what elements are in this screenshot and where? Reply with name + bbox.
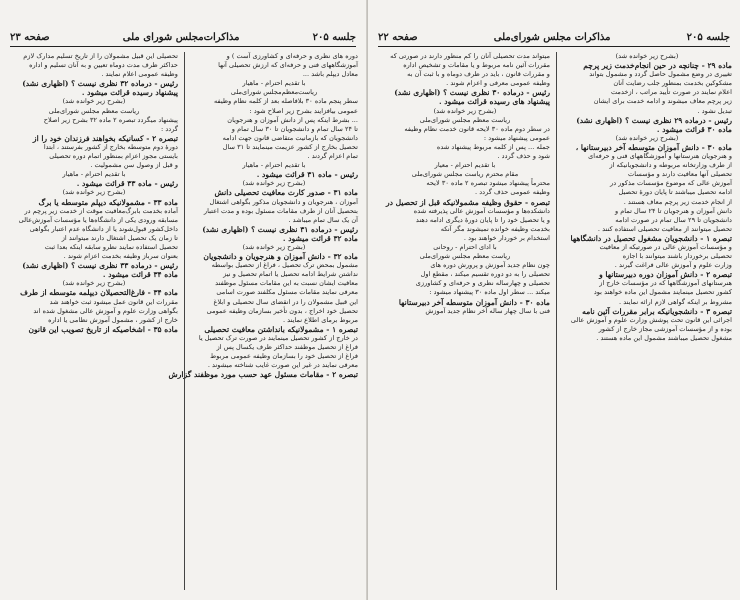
text-line: عمومی پیشنهاد میشود : — [483, 133, 550, 142]
text-line: و مؤسسات آموزش عالی در صورتیکه از معافیت — [599, 242, 732, 251]
text-line: تحصیل میتوانند از معافیت تحصیلی استفاده کنند . — [597, 224, 732, 233]
text-line: فنی با سال چهار ساله آخر نظام جدید آموزش — [425, 306, 550, 315]
text-line: بعنوان سرباز وظیفه بخدمت اعزام شوند . — [63, 252, 178, 261]
article-heading: ماده ۳۳ - مشمولانیکه دیپلم متوسطه یا برگ — [38, 197, 178, 207]
article-heading: رئیس - درماده ۳۱ نظری نیست ؟ (اظهاری نشد) — [202, 224, 358, 234]
page-header — [10, 30, 356, 44]
article-heading: رئیس - درماده ۳۲ نظری نیست ؟ (اظهاری نشد) — [22, 79, 178, 89]
text-line: مسابقه ورودی یکی از دانشگاه‌ها یا مؤسسات آموزش‌عالی — [18, 215, 178, 224]
header-title: مذاکرات مجلس شورای‌ملی — [493, 31, 611, 43]
article-heading: ماده ۳۱ - صدور کارت معافیت تحصیلی دانش — [214, 188, 358, 198]
text-line: تحصیل بخارج از کشور عزیمت مینمایند تا ۳۱ سال — [222, 142, 358, 151]
text-line: ادامه تحصیل میباشند تا پایان دورۀ تحصیل — [618, 188, 732, 197]
text-line: آموزان ، هنرجویان و دانشجویان مذکور بگواهی اشتغال — [209, 197, 358, 206]
text-line: (بشرح زیر خوانده شد) — [242, 242, 306, 251]
page-22 — [368, 0, 740, 600]
text-line: استخدام بر خوردار خواهند بود . — [463, 233, 550, 242]
text-line: میکند ... سطر اول ماده ۳۰ پیشنهاد میشود : — [429, 288, 550, 297]
text-line: تحصیل استفاده نمایند نظرو سابقه اینکه بعدا ثبت — [44, 242, 178, 251]
text-line: هنرستانهای آموزشگاهها که در مؤسسات خارج از — [599, 279, 732, 288]
article-heading: تبصره ۲ - کسانیکه بخواهند فرزندان خود را از — [32, 133, 178, 143]
text-line: چون نظام جدید آموزش و پرورش دوره های — [430, 261, 550, 270]
text-line: بوده و از مؤسسات آموزشی مجاز خارج از کشور — [598, 324, 732, 333]
text-line: داخل‌کشور قبول‌شوند یا از دانشگاه عدم اعتبار بگواهی — [29, 224, 178, 233]
text-line: میتواند مدت تحصیلی آنان را کم منظور دارند در صورتی که — [390, 52, 550, 60]
text-line: سطر پنجم ماده ۳۰ بلافاصله بعد از کلمه نظام وظیفه — [214, 97, 358, 106]
text-line: و یا تحصیل خود را تا پایان دورۀ دیگری ادامه دهند — [415, 215, 550, 224]
text-line: و هنرجویان هنرستانها و آموزشگاههای فنی و حرفه‌ای — [588, 152, 732, 161]
article-heading: ماده ۳۲ قرائت میشود . — [282, 233, 358, 243]
page-23 — [0, 0, 367, 600]
text-line: اعلام نمایند در صورت تأیید مراتب ، ازخدمت — [610, 88, 732, 97]
text-line: معرفی نمایند مقامات مسئول مکلفند صورت اسامی — [216, 288, 358, 297]
text-line: بایستی مجوز اعزام بمنظور اتمام دوره تحصیلی — [49, 152, 178, 161]
article-heading: رئیس - درماده ۳۳ نظری نیست ؟ (اظهاری نشد) — [22, 261, 178, 271]
text-line: دانشجویان که بازمانیت متقاضی قانون جهت ادامه — [222, 133, 358, 142]
article-heading: تبصره ۲ - دانش آموزان دوره دبیرستانها و — [599, 270, 732, 280]
text-line: در خارج از کشور تحصیل مینمایند در صورت ترک تحصیل یا — [198, 333, 358, 342]
text-line: دانش آموزان و هنرجویان تا ۲۴ سال تمام و — [614, 206, 732, 215]
article-heading: ماده ۳۴ - فارغ‌التحصیلان دیپلمه متوسطه از طرف — [20, 288, 178, 298]
text-line: (بشرح زیر خوانده شد) — [615, 133, 679, 142]
article-heading: ماده ۲۹ - چنانچه در حین انجام‌خدمت زیر پرچم — [583, 61, 732, 71]
text-line: تحصیلی و چهارساله نظری و حرفه‌ای و کشاورزی — [415, 279, 550, 288]
text-line: تا ۲۴ سال تمام و دانشجویان تا ۳۰ سال تمام و — [231, 124, 358, 133]
article-heading: پیشنهاد رسیده قرائت میشود . — [81, 88, 178, 98]
text-line: مقام محترم ریاست مجلس شورای‌ملی — [411, 170, 519, 179]
text-line: دانشجویان تا ۲۹ سال تمام در صورت ادامه — [615, 215, 732, 224]
text-line: بگواهی وزارت علوم و آموزش عالی مشغول شده اند — [33, 306, 178, 315]
text-line: کشور تحصیل مینمایند مشمول این ماده خواهند بود — [593, 288, 732, 297]
column-left — [380, 52, 550, 592]
article-heading: تبصره ۲ - مقامات مسئول عهد حسب مورد موظفند گزارش — [168, 370, 358, 380]
session-label: جلسه ۲۰۵ — [312, 31, 356, 43]
text-line: و مقررات قانون ، باید در ظرف دوماه و با ثبت آن به — [407, 70, 550, 79]
text-line: مشمول بمحض ترک تحصیل ، فراغ از تحصیل بواسطه — [211, 261, 358, 270]
text-line: نداشتن شرایط ادامه تحصیل یا اتمام تحصیل و نیز — [223, 270, 358, 279]
text-line: با تقدیم احترام - ماهیار — [242, 161, 306, 170]
text-line: (بشرح زیر خوانده شد) — [62, 97, 126, 106]
text-line: با تقدیم احترام - ماهیار — [62, 170, 126, 179]
text-line: وزارت علوم و آموزش عالی فراغت گیرند . — [614, 261, 732, 270]
article-heading: ماده ۳۲ - دانش آموزان و هنرجویان و دانشجویان — [203, 252, 358, 262]
header-rule — [378, 46, 730, 47]
text-line: دوره های نظری و حرفه‌ای و کشاورزی آست ) و — [226, 52, 358, 60]
text-line: دانشکده‌ها و مؤسسات آموزش عالی پذیرفته شده — [413, 206, 550, 215]
text-line: در سطر دوم ماده ۳۰ لایحه قانون خدمت نظام وظیفه — [404, 124, 550, 133]
column-divider — [556, 52, 557, 590]
text-line: پیشنهاد میگردد تبصره ۲ ماده ۳۲ بشرح زیر اصلاح — [43, 115, 178, 124]
text-line: ... بشرط اینکه پس از دانش آموزان و هنرجویان — [227, 115, 358, 124]
column-right — [562, 52, 732, 592]
text-line: از انجام خدمت زیر پرچم معاف هستند . — [623, 197, 732, 206]
text-line: بخدمت وظیفه خوانده نمیشوند مگر آنکه — [440, 224, 550, 233]
text-line: آماده بخدمت بابرگ‌معافیت موقت از خدمت زیر پرچم در — [24, 206, 178, 215]
text-line: تغییری در وضع مشمول حاصل گردد و مشمول بتواند — [589, 70, 732, 79]
text-line: آموزش عالی که موضوع مؤسسات مذکور در — [610, 179, 732, 188]
text-line: آموزشگاههای فنی و حرفه‌ای که ارزش تحصیلی آنها — [218, 61, 358, 70]
text-line: مقررات آئین نامه مربوط و یا مقامات و تشخیص اداره — [403, 61, 550, 70]
text-line: اجرائی این قانون تحت پوشش وزارت علوم و آموزش عالی — [570, 315, 732, 324]
text-line: مشکوکین بخدمت بمنظور جلب رضایت آنان — [613, 79, 732, 88]
article-heading: رئیس - درماده ۳۰ نظری نیست ؟ (اظهاری نشد) — [394, 88, 550, 98]
text-line: تحصیلی برخوردار باشند میتوانند با اجازه — [622, 252, 732, 261]
page-number: صفحه ۲۲ — [378, 31, 418, 43]
text-line: مشغول تحصیل میباشند مشمول این ماده هستند . — [596, 333, 732, 342]
text-line: مربوط برمای اطلاع نمایند . — [282, 315, 358, 324]
article-heading: رئیس - درماده ۲۹ نظری نیست ؟ (اظهاری نشد) — [576, 115, 732, 125]
text-line: فراغ از تحصیل موظفند حداکثر ظرف یکسال پس از — [216, 343, 358, 351]
text-line: (بشرح زیر خوانده شد) — [615, 52, 679, 60]
article-heading: رئیس - ماده ۳۱ قرائت میشود . — [256, 170, 358, 180]
text-line: مقررات این قانون عمل میشود ثبت خواهند شد — [49, 297, 178, 306]
text-line: با تقدیم احترام - ماهیار — [242, 79, 306, 88]
text-line: تحصیلی آنها معافیت دارند و مؤسسات — [627, 170, 732, 179]
text-line: شود و حذف گردد . — [497, 152, 550, 161]
article-heading: ماده ۳۴ قرائت میشود . — [102, 270, 178, 280]
text-line: (بشرح زیر خوانده شد) — [433, 106, 497, 115]
text-line: تبدیل نشود . — [697, 106, 732, 115]
article-heading: تبصره ۳ - دانشجویانیکه برابر مقررات آئین نامه — [582, 306, 732, 316]
text-line: وظیفه عمومی اعلام نمایند . — [101, 70, 178, 79]
text-line: جمله ... پس از کلمه مربوط پیشنهاد شده — [436, 142, 550, 151]
article-heading: تبصره - حقوق وظیفه مشمولانیکه قبل از تحصیل در — [385, 197, 550, 207]
text-line: ریاست‌معظم‌مجلس شورای‌ملی — [230, 88, 318, 97]
text-line: تحصیل خود اخراج ، بدون تأخیر بسازمان وظیفه عمومی — [206, 306, 358, 315]
header-title: مذاکرات‌مجلس شورای ملی — [122, 31, 240, 43]
article-heading: تبصره ۱ - مشمولانیکه بانداشتن معافیت تحصیلی — [204, 324, 358, 334]
text-line: این قبیل مشمولان را در انقضای سال تحصیلی و ابلاغ — [213, 297, 358, 306]
text-line: وظیفه عمومی حذف گردد . — [475, 188, 550, 197]
page-number: صفحه ۲۳ — [10, 31, 50, 43]
article-heading: رئیس - ماده ۳۳ قرائت میشود . — [76, 179, 178, 189]
text-line: تحصیلی را به دو دوره تقسیم میکند ، مقطع اول — [420, 270, 550, 279]
text-line: (بشرح زیر خوانده شد) — [62, 279, 126, 288]
text-line: (بشرح زیر خوانده شد) — [242, 179, 306, 188]
text-line: دورۀ دوم متوسطه‌ بخارج‌ از کشور بفرستند ، ابتدا — [43, 142, 178, 151]
text-line: خارج‌ از کشور ، مشمول آموزش نظامی یا اداره — [48, 315, 178, 324]
text-line: معادل دیپلم باشد ... — [302, 70, 358, 79]
text-line: (بشرح زیر خوانده شد) — [62, 188, 126, 197]
article-heading: تبصره ۱ - دانشجویان مشغول تحصیل در دانشگاهها — [570, 233, 732, 243]
text-line: ریاست معظم مجلس شورای‌ملی — [419, 252, 511, 261]
text-line: معافیت ایشان نسبت به این مقامات مسئول موظفند — [215, 279, 358, 288]
text-line: مشروط بر اینکه گواهی لازم ارائه نمایند . — [619, 297, 732, 306]
article-heading: پیشنهاد های رسیده قرائت میشود . — [438, 97, 550, 107]
text-line: تا زمان یک تحصیل اشتغال دارند میتوانند از — [61, 233, 178, 242]
page-header — [378, 30, 730, 44]
text-line: و قبل از وصول سن مشمولیت . — [90, 161, 178, 170]
article-heading: ماده ۳۰ - دانش آموزان متوسطه آخر دبیرستانها ، — [575, 142, 732, 152]
article-heading: ماده ۳۰ - دانش آموزان متوسطه آخر دبیرستانها — [398, 297, 550, 307]
article-heading: ماده ۳۰ قرائت میشود . — [656, 124, 732, 134]
text-line: ریاست معظم مجلس شورای‌ملی — [48, 106, 140, 115]
article-heading: ماده ۳۵ - اشخاصیکه از تاریخ تصویب این قانون — [28, 324, 178, 334]
column-divider — [184, 52, 185, 590]
text-line: عمومی بیافزایند بشرح زیر اصلاح شود : — [249, 106, 358, 115]
session-label: جلسه ۲۰۵ — [686, 31, 730, 43]
text-line: گردد : — [161, 124, 178, 133]
text-line: تحصیلی این قبیل مشمولان را از تاریخ تسلیم مدارک لازم — [23, 52, 178, 60]
text-line: محترماً پیشنهاد میشود تبصره ۲ ماده ۳۰ لایحه — [426, 179, 550, 188]
text-line: ریاست معظم مجلس شورای‌ملی — [419, 115, 511, 124]
text-line: فراغ از تحصیل خود را بسازمان وظیفه عمومی مربوط — [210, 352, 358, 361]
text-line: زیر پرچم معاف میشوند و ادامه خدمت برای ایشان — [593, 97, 732, 106]
text-line: با ادای احترام - روحانی — [433, 242, 497, 251]
text-line: تمام اعزام گردند . — [307, 152, 358, 161]
column-left — [10, 52, 178, 592]
text-line: معرفی نمایند در غیر این صورت غایب شناخته میشوند . — [207, 361, 358, 370]
text-line: وظیفه عمومی معرفی و اعزام شوند . — [446, 79, 550, 88]
text-line: با تقدیم احترام - معیار — [434, 161, 496, 170]
text-line: حداکثر ظرف مدت دوماه تعیین و به آنان تسلیم و اداره — [29, 61, 178, 70]
text-line: آن یک سال تمام میباشد . — [288, 215, 358, 224]
text-line: بتحصیل آنان از طرف مقامات مسئول بوده و مدت اعتبار — [203, 206, 358, 215]
header-rule — [10, 46, 356, 47]
text-line: از طرف وزارتخانه مربوطه و دانشجویانیکه از — [609, 161, 732, 170]
